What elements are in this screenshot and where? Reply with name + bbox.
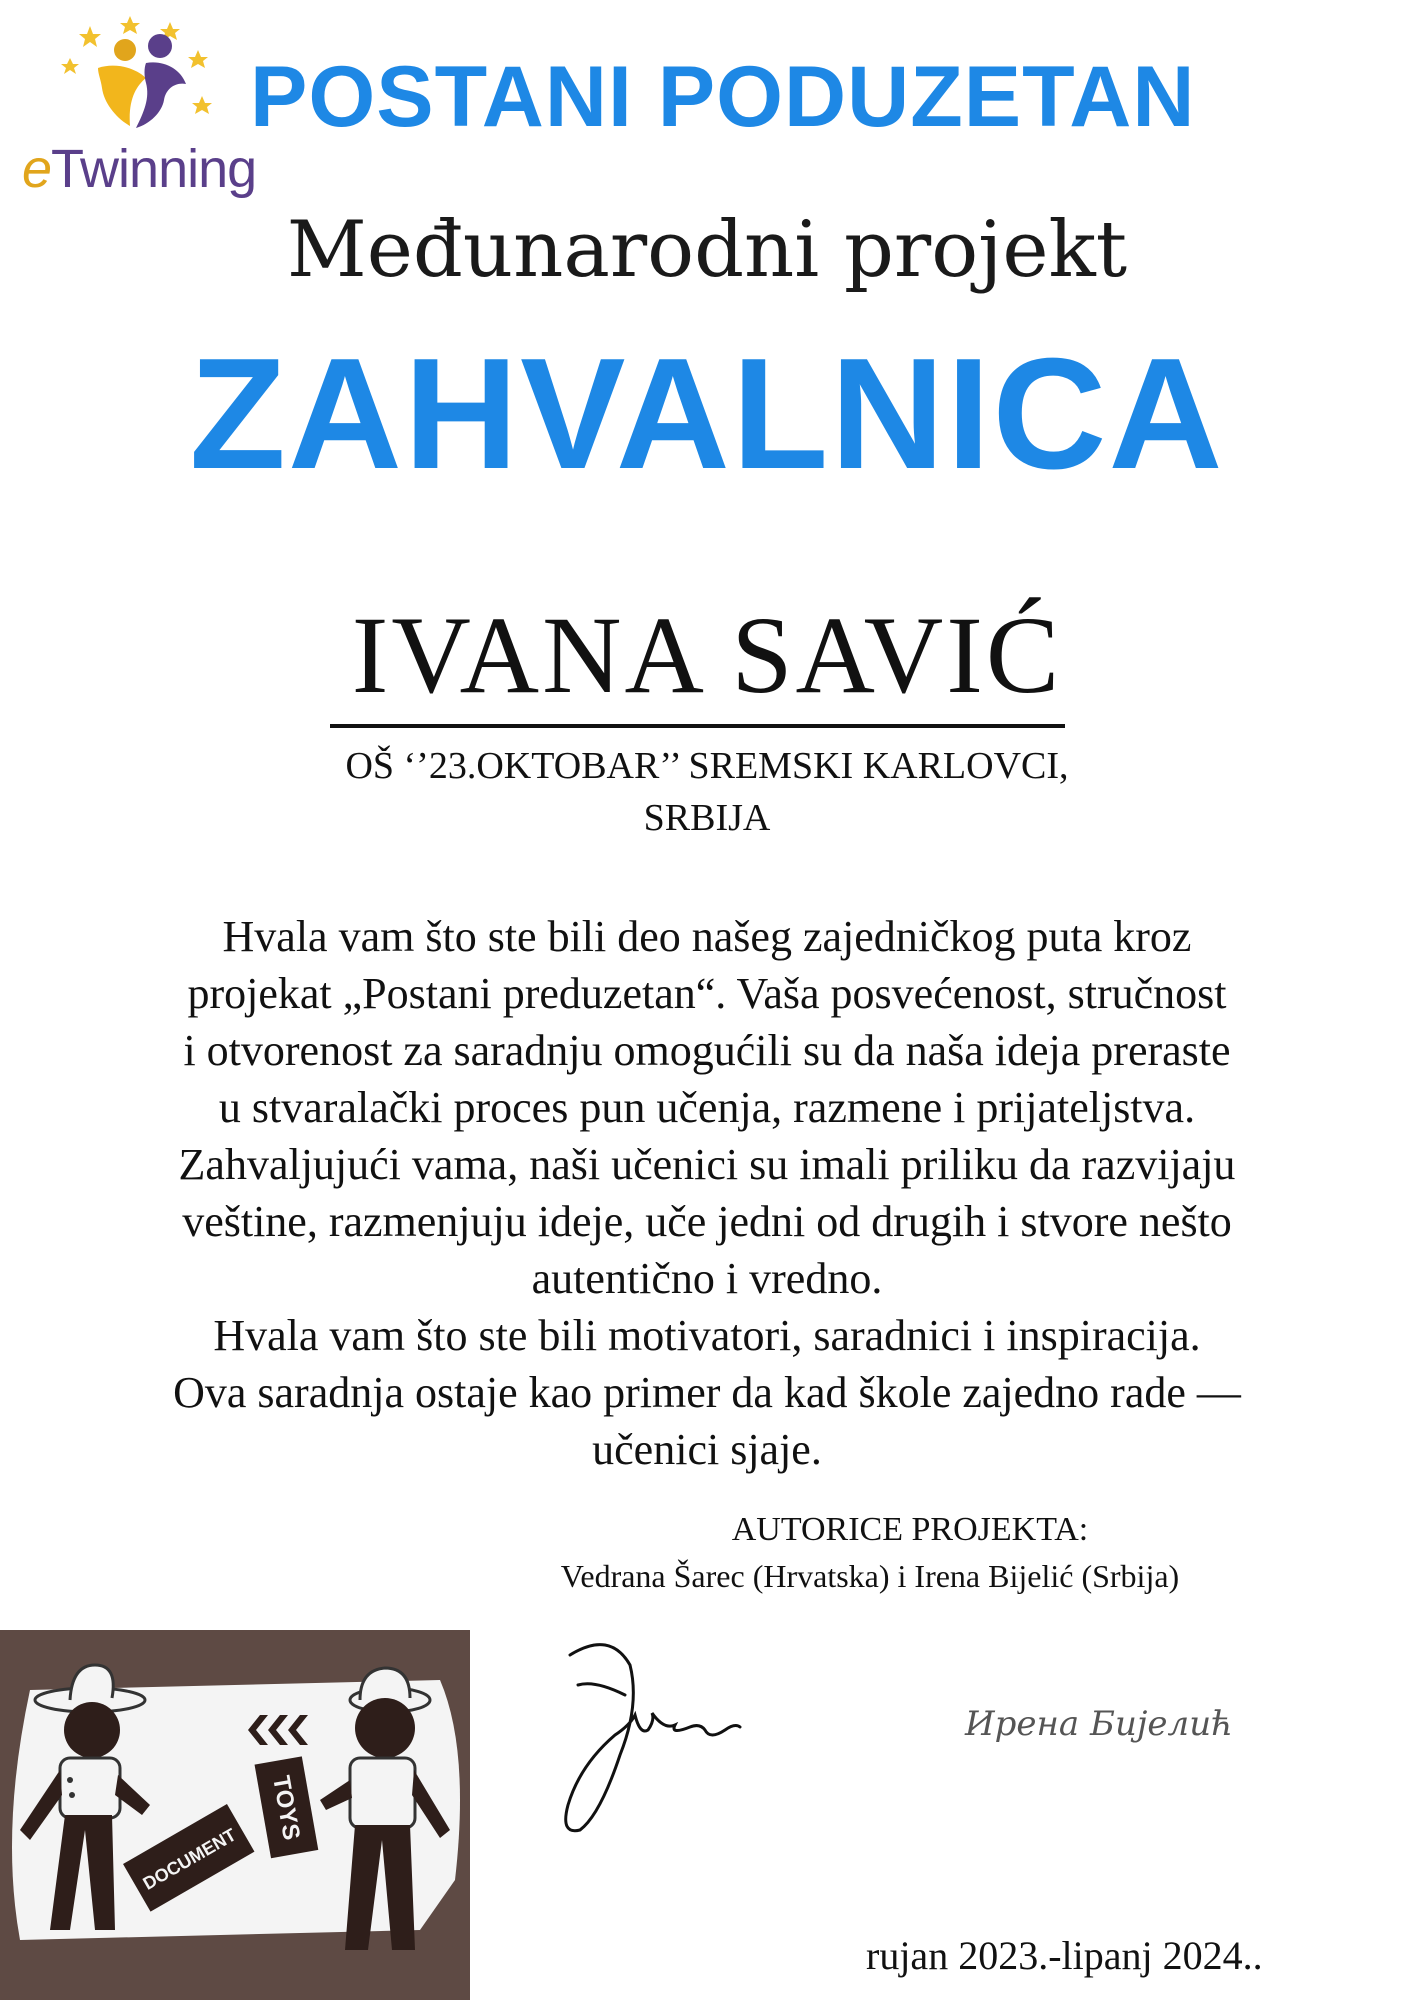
signature-text: Ирена Бијелић <box>965 1704 1233 1744</box>
school-line-2: SRBIJA <box>643 797 771 839</box>
message-line: projekat „Postani preduzetan“. Vaša posvećenost, stručnost <box>187 969 1227 1018</box>
wordmark-prefix: e <box>22 139 52 199</box>
message-line: učenici sjaje. <box>592 1425 822 1474</box>
project-authors <box>430 1508 1310 1600</box>
etwinning-stars-people-icon <box>18 8 248 148</box>
school-line-1: OŠ ‘’23.OKTOBAR’’ SREMSKI KARLOVCI, <box>345 745 1069 787</box>
authors-names: Vedrana Šarec (Hrvatska) i Irena Bijelić (Srbija) <box>560 1558 1180 1594</box>
message-line: Hvala vam što ste bili motivatori, saradnici i inspiracija. <box>213 1311 1201 1360</box>
message-line: i otvorenost za saradnju omogućili su da naša ideja preraste <box>183 1026 1231 1075</box>
drawing-label-toys: TOYS <box>267 1773 305 1843</box>
thank-you-message <box>10 908 1404 1478</box>
project-subtitle: Međunarodni projekt <box>286 205 1128 295</box>
signature-sarec <box>540 1635 760 1845</box>
project-date: rujan 2023.-lipanj 2024.. <box>866 1933 1263 1978</box>
message-line: Hvala vam što ste bili deo našeg zajedničkog puta kroz <box>222 912 1192 961</box>
recipient-name: IVANA SAVIĆ <box>351 594 1063 716</box>
authors-heading: AUTORICE PROJEKTA: <box>731 1511 1089 1548</box>
message-line: u stvaralački proces pun učenja, razmene i prijateljstva. <box>218 1083 1196 1132</box>
etwinning-wordmark <box>22 138 256 200</box>
wordmark-rest: Twinning <box>51 139 257 199</box>
message-line: veštine, razmenjuju ideje, uče jedni od drugih i stvore nešto <box>182 1197 1232 1246</box>
certificate-title: ZAHVALNICA <box>189 326 1225 502</box>
project-brand-title: POSTANI PODUZETAN <box>250 49 1196 145</box>
message-line: autentično i vredno. <box>531 1254 883 1303</box>
name-underline <box>330 724 1065 728</box>
message-line: Ova saradnja ostaje kao primer da kad škole zajedno rade — <box>173 1368 1241 1417</box>
student-drawing-image <box>0 1630 470 2000</box>
recipient-school <box>180 740 1234 844</box>
drawing-label-document: DOCUMENT <box>139 1824 240 1894</box>
message-line: Zahvaljujući vama, naši učenici su imali priliku da razvijaju <box>178 1140 1236 1189</box>
signature-bijelic <box>955 1690 1235 1770</box>
